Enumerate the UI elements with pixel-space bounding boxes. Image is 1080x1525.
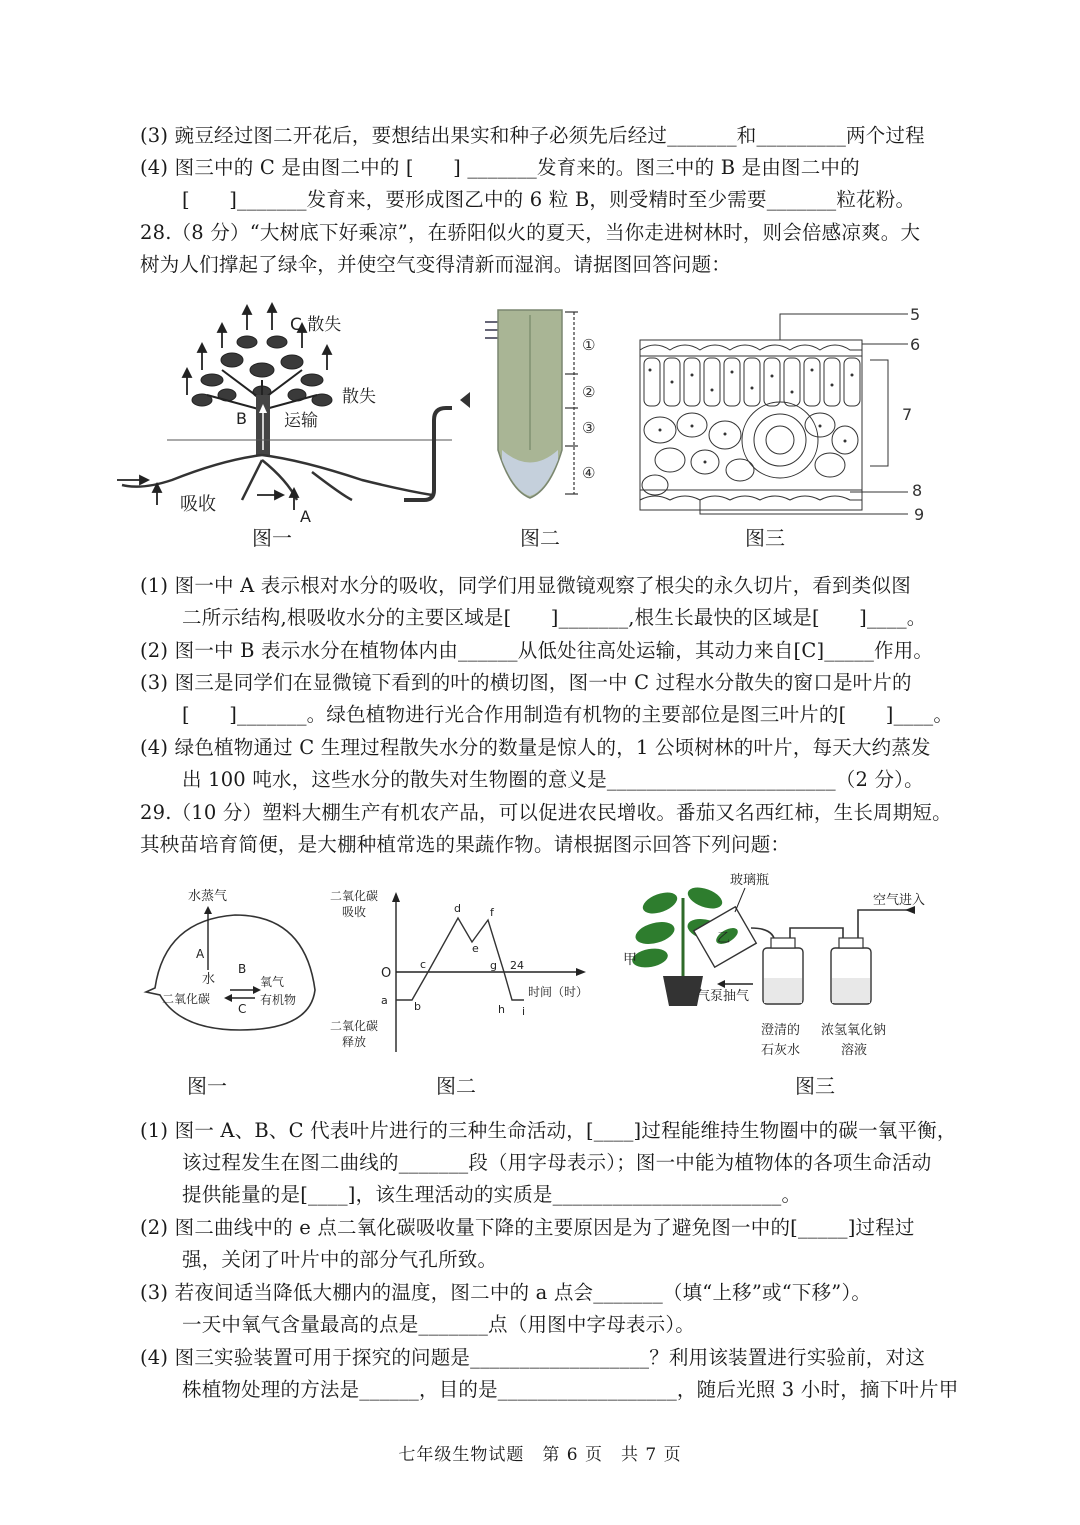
q29-intro-line1: 29.（10 分）塑料大棚生产有机农产品，可以促进农民增收。番茄又名西红柿，生长周期短。 (140, 801, 952, 824)
q28-fig3-caption: 图三 (745, 526, 785, 550)
label-scatter: 散失 (342, 387, 376, 407)
q29-item-1-line3: 提供能量的是[____]，该生理活动的实质是_______________________。 (182, 1183, 802, 1206)
label-naoh-1: 浓氢氧化钠 (821, 1023, 887, 1038)
q28-item-3-line1: (3) 图三是同学们在显微镜下看到的叶的横切图，图一中 C 过程水分散失的窗口是叶片的 (140, 671, 912, 694)
palisade-layer (644, 358, 860, 406)
label-water: 水 (202, 972, 216, 987)
bottle-naoh (831, 938, 871, 1004)
q28-figure-tree (112, 300, 452, 560)
label-lime-2: 石灰水 (761, 1043, 801, 1058)
label-co2: 二氧化碳 (162, 992, 211, 1006)
label-lime-1: 澄清的 (761, 1023, 801, 1038)
label-transport: 运输 (284, 411, 318, 431)
root-hairs (485, 322, 498, 338)
q28-intro-line2: 树为人们撑起了绿伞，并使空气变得清新而湿润。请据图回答问题： (140, 253, 732, 276)
q29-fig2-caption: 图二 (436, 1074, 476, 1098)
q28-figure-root-tip (440, 300, 620, 510)
jar-leader (735, 888, 745, 912)
label-b: B (238, 962, 247, 976)
q28-intro-line1: 28.（8 分）“大树底下好乘凉”，在骄阳似火的夏天，当你走进树林时，则会倍感凉爽。大 (140, 221, 921, 244)
q29-figure-co2-curve (328, 880, 603, 1055)
q29-figure-apparatus (615, 868, 940, 1068)
label-vapor: 水蒸气 (188, 889, 228, 904)
zone-3: ③ (582, 419, 596, 437)
point-d: d (454, 902, 461, 915)
q29-item-4-line2: 株植物处理的方法是______，目的是__________________，随后光照 3 小时，摘下叶片甲 (182, 1378, 959, 1401)
point-e: e (472, 942, 479, 955)
q29-item-1-line1: (1) 图一 A、B、C 代表叶片进行的三种生命活动，[____]过程能维持生物圈中的碳一氧平衡， (140, 1119, 957, 1142)
q29-item-3-line1: (3) 若夜间适当降低大棚内的温度，图二中的 a 点会_______（填“上移”或“下移”）。 (140, 1281, 872, 1304)
point-i: i (522, 1005, 526, 1018)
point-h: h (498, 1003, 505, 1016)
q29-fig3-caption: 图三 (795, 1074, 835, 1098)
q27-item-4-line2: [ ]_______发育来，要形成图乙中的 6 粒 B，则受精时至少需要_______粒花粉。 (182, 188, 916, 211)
tube-3 (858, 910, 915, 944)
q29-fig1-caption: 图一 (187, 1074, 227, 1098)
q29-item-2-line1: (2) 图二曲线中的 e 点二氧化碳吸收量下降的主要原因是为了避免图一中的[_____]过程过 (140, 1216, 915, 1239)
label-a: A (196, 947, 205, 961)
label-a: A (300, 507, 311, 526)
q27-item-3: (3) 豌豆经过图二开花后，要想结出果实和种子必须先后经过_______和_________两个过程 (140, 124, 925, 147)
label-o2: 氧气 (260, 975, 285, 989)
label-5: 5 (910, 305, 921, 324)
label-organic: 有机物 (260, 993, 297, 1007)
q28-item-4-line2: 出 100 吨水，这些水分的散失对生物圈的意义是_______________________（2 分）。 (182, 768, 924, 791)
label-yi: 乙 (717, 931, 731, 946)
label-c: C (238, 1002, 247, 1016)
label-7: 7 (902, 405, 913, 424)
q29-item-2-line2: 强，关闭了叶片中的部分气孔所致。 (182, 1248, 498, 1271)
q29-intro-line2: 其秧苗培育简便，是大棚种植常选的果蔬作物。请根据图示回答下列问题： (140, 833, 791, 856)
co2-curve (396, 918, 524, 1000)
page-footer: 七年级生物试题 第 6 页 共 7 页 (398, 1445, 682, 1465)
y-bottom-line1: 二氧化碳 (330, 1019, 379, 1033)
label-b: B (236, 409, 247, 428)
tick-24: 24 (510, 959, 524, 972)
label-absorb: 吸收 (180, 494, 216, 515)
q28-figure-leaf-section (630, 300, 940, 530)
x-axis-label: 时间（时） (528, 985, 589, 999)
point-a: a (381, 994, 388, 1007)
q28-item-1-line1: (1) 图一中 A 表示根对水分的吸收，同学们用显微镜观察了根尖的永久切片，看到类似图 (140, 574, 911, 597)
q29-item-4-line1: (4) 图三实验装置可用于探究的问题是__________________？利用该装置进行实验前，对这 (140, 1346, 926, 1369)
label-air-in: 空气进入 (873, 893, 926, 908)
label-naoh-2: 溶液 (841, 1043, 868, 1058)
point-c: c (420, 958, 427, 971)
label-9: 9 (914, 505, 925, 524)
label-jia: 甲 (623, 952, 637, 968)
zone-1: ① (582, 336, 596, 354)
origin-label: O (381, 966, 392, 981)
label-c-scatter: C 散失 (290, 315, 342, 335)
zone-4: ④ (582, 464, 596, 482)
label-jar: 玻璃瓶 (730, 873, 770, 888)
q28-item-1-line2: 二所示结构,根吸收水分的主要区域是[ ]_______,根生长最快的区域是[ ]____。 (182, 606, 927, 629)
q28-item-3-line2: [ ]_______。绿色植物进行光合作用制造有机物的主要部位是图三叶片的[ ]____。 (182, 703, 954, 726)
q28-fig1-caption: 图一 (252, 526, 292, 550)
label-6: 6 (910, 335, 921, 354)
point-f: f (490, 906, 494, 919)
point-b: b (414, 1000, 421, 1013)
y-top-line2: 吸收 (342, 905, 367, 919)
leaf-outline (146, 915, 315, 1030)
zone-brackets (565, 312, 578, 494)
q27-item-4-line1: (4) 图三中的 C 是由图二中的 [ ] _______发育来的。图三中的 B 是由图二中的 (140, 156, 860, 179)
q28-fig2-caption: 图二 (520, 526, 560, 550)
q29-figure-leaf-processes (140, 880, 325, 1040)
bottle-limewater (763, 938, 803, 1004)
q28-item-2: (2) 图一中 B 表示水分在植物体内由______从低处往高处运输，其动力来自[C]_____作用。 (140, 639, 934, 662)
label-pump: 气泵抽气 (697, 989, 750, 1004)
q28-item-4-line1: (4) 绿色植物通过 C 生理过程散失水分的数量是惊人的，1 公顷树林的叶片，每天大约蒸发 (140, 736, 931, 759)
arrowhead (460, 392, 470, 408)
zone-2: ② (582, 383, 596, 401)
point-g: g (490, 959, 497, 972)
q29-item-1-line2: 该过程发生在图二曲线的_______段（用字母表示）；图一中能为植物体的各项生命活动 (182, 1151, 932, 1174)
y-top-line1: 二氧化碳 (330, 889, 379, 903)
label-8: 8 (912, 481, 923, 500)
q29-item-3-line2: 一天中氧气含量最高的点是_______点（用图中字母表示）。 (182, 1313, 696, 1336)
y-bottom-line2: 释放 (342, 1035, 367, 1049)
